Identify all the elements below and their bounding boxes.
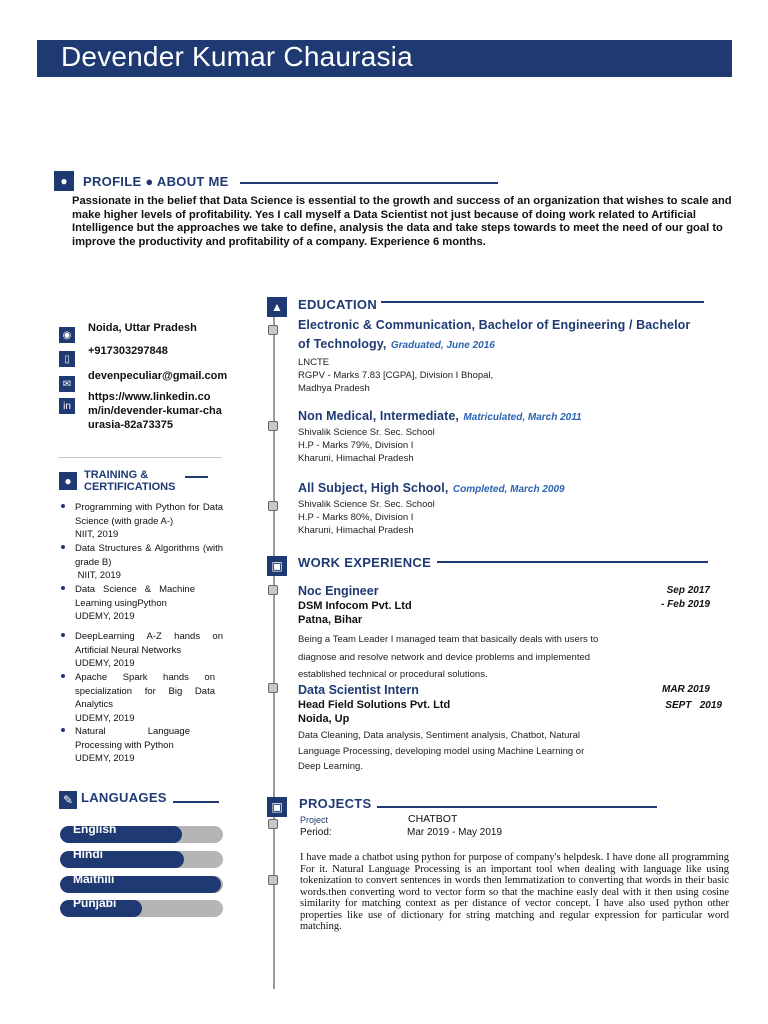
- bullet-icon: [61, 633, 65, 637]
- job-desc-line: Data Cleaning, Data analysis, Sentiment analysis, Chatbot, Natural: [298, 730, 580, 741]
- job-desc-line: Deep Learning.: [298, 761, 363, 772]
- cert-org: NIIT, 2019: [75, 529, 119, 541]
- language-icon: ✎: [59, 791, 77, 809]
- bullet-icon: [61, 545, 65, 549]
- education-details: [298, 426, 718, 465]
- job-date-end: - Feb 2019: [661, 599, 710, 610]
- job-location: Patna, Bihar: [298, 614, 363, 626]
- timeline-node: [268, 325, 278, 335]
- languages-divider: [173, 801, 219, 803]
- folder-icon: ▣: [267, 797, 287, 817]
- education-item: [298, 318, 718, 395]
- education-detail: RGPV - Marks 7.83 [CGPA], Division I Bhopal,: [298, 370, 494, 381]
- projects-title: PROJECTS: [299, 796, 372, 811]
- language-name: Maithili: [73, 872, 115, 886]
- education-detail: Shivalik Science Sr. Sec. School: [298, 499, 435, 510]
- training-title: [84, 469, 175, 493]
- education-degree-cont: of Technology,: [298, 337, 387, 351]
- job-description: [298, 728, 718, 775]
- job-desc-line: Language Processing, developing model using Machine Learning or: [298, 745, 585, 757]
- education-degree: All Subject, High School,: [298, 481, 449, 495]
- profile-divider: [240, 182, 498, 184]
- cert-item: [75, 501, 223, 542]
- job-desc-line: established technical or procedural solutions.: [298, 669, 488, 680]
- job-description: [298, 631, 718, 684]
- education-detail: H.P - Marks 80%, Division I: [298, 512, 414, 523]
- period-label: Period:: [300, 827, 332, 838]
- cert-org: UDEMY, 2019: [75, 658, 135, 670]
- education-heading: [298, 479, 718, 497]
- contact-email[interactable]: devenpeculiar@gmail.com: [88, 370, 228, 382]
- job-role: Data Scientist Intern: [298, 683, 419, 697]
- cert-org: UDEMY, 2019: [75, 611, 135, 623]
- languages-title: LANGUAGES: [81, 790, 167, 805]
- job-date-start: MAR 2019: [662, 684, 710, 695]
- profile-title: PROFILE ● ABOUT ME: [83, 174, 229, 189]
- cert-item: [75, 725, 223, 766]
- timeline-line: [273, 314, 275, 989]
- mail-icon: ✉: [59, 376, 75, 392]
- name-header: [37, 40, 732, 77]
- education-date: Graduated, June 2016: [390, 340, 495, 351]
- period-value: Mar 2019 - May 2019: [407, 827, 503, 838]
- location-pin-icon: ◉: [59, 327, 75, 343]
- linkedin-icon: in: [59, 398, 75, 414]
- education-degree-line2: [298, 335, 718, 353]
- phone-icon: ▯: [59, 351, 75, 367]
- job-item: [298, 683, 718, 775]
- timeline-node: [268, 585, 278, 595]
- education-date: Matriculated, March 2011: [463, 412, 582, 423]
- cert-item: [75, 671, 223, 726]
- work-divider: [437, 561, 708, 563]
- cert-text: Natural Language Processing with Python: [75, 726, 190, 751]
- cert-org: UDEMY, 2019: [75, 713, 135, 725]
- job-company: DSM Infocom Pvt. Ltd: [298, 600, 412, 612]
- projects-divider: [377, 806, 657, 808]
- timeline-node: [268, 501, 278, 511]
- cert-text: Data Science & Machine Learning usingPython: [75, 584, 195, 609]
- candidate-name: Devender Kumar Chaurasia: [61, 41, 413, 72]
- education-details: [298, 356, 718, 395]
- cert-text: Data Structures & Algorithms (with grade B): [75, 543, 223, 568]
- cert-text: Apache Spark hands on specialization for Big Data Analytics: [75, 672, 215, 711]
- training-divider: [185, 476, 208, 478]
- education-degree: Non Medical, Intermediate,: [298, 409, 459, 423]
- contact-phone[interactable]: +917303297848: [88, 345, 168, 357]
- education-detail: Kharuni, Himachal Pradesh: [298, 525, 414, 536]
- job-location: Noida, Up: [298, 713, 350, 725]
- education-detail: Madhya Pradesh: [298, 383, 370, 394]
- job-date-end: SEPT 2019: [665, 700, 722, 711]
- briefcase-icon: ▣: [267, 556, 287, 576]
- graduation-cap-icon: ▲: [267, 297, 287, 317]
- education-detail: Kharuni, Himachal Pradesh: [298, 453, 414, 464]
- timeline-node: [268, 875, 278, 885]
- education-degree: Electronic & Communication, Bachelor of Engineering / Bachelor: [298, 318, 691, 332]
- job-date-start: Sep 2017: [666, 585, 710, 596]
- education-detail: LNCTE: [298, 357, 330, 368]
- cert-org: NIIT, 2019: [75, 570, 121, 582]
- education-details: [298, 498, 718, 537]
- education-divider: [381, 301, 704, 303]
- cert-item: [75, 583, 223, 624]
- education-title: EDUCATION: [298, 297, 378, 312]
- timeline-node: [268, 819, 278, 829]
- profile-text: Passionate in the belief that Data Science is essential to the growth and success of an organization that wishes to scale and make higher levels of profitability. Yes I call myself a Data Scientist not just because of doing work related to Artificial Intelligence but the approaches we take to define, analysis the data and take steps towards to meet the need of our goal to improve the productivity and profitability of a company. Experience 6 months.: [72, 195, 732, 248]
- timeline-node: [268, 421, 278, 431]
- language-name: Hindi: [73, 847, 103, 861]
- language-name: Punjabi: [73, 896, 117, 910]
- education-item: [298, 479, 718, 537]
- cert-text: DeepLearning A-Z hands on Artificial Neural Networks: [75, 631, 223, 656]
- apple-icon: ●: [59, 472, 77, 490]
- language-name: English: [73, 822, 117, 836]
- education-date: Completed, March 2009: [452, 484, 565, 495]
- education-heading: [298, 407, 718, 425]
- work-title: WORK EXPERIENCE: [298, 555, 432, 570]
- education-detail: H.P - Marks 79%, Division I: [298, 440, 414, 451]
- project-label: Project: [300, 815, 329, 825]
- bullet-icon: [61, 586, 65, 590]
- bullet-icon: [61, 728, 65, 732]
- project-description: I have made a chatbot using python for purpose of company's helpdesk. I have done all programming For it. Natural Language Processing is an important tool when dealing with language like using tokenization to convert sentences in words then lemmatization to converting that words in their basic words.then converting word to vector form so that the machine easly deal with it then using cosine similarity for matching context as per distance of vector concept. I have also used python other properties like use of dictionary for string matching and regular expression for particular word matching.: [300, 852, 729, 932]
- job-desc-line: diagnose and resolve network and device problems and implemented: [298, 651, 591, 663]
- job-company: Head Field Solutions Pvt. Ltd: [298, 699, 451, 711]
- cert-item: [75, 542, 223, 583]
- bullet-icon: [61, 504, 65, 508]
- lightbulb-icon: ●: [54, 171, 74, 191]
- timeline-node: [268, 683, 278, 693]
- contact-linkedin[interactable]: https://www.linkedin.com/in/devender-kumar-chaurasia-82a73375: [88, 391, 222, 431]
- training-title-line1: TRAINING &: [84, 469, 149, 481]
- contact-divider: [58, 457, 222, 458]
- job-role: Noc Engineer: [298, 584, 379, 598]
- contact-location: Noida, Uttar Pradesh: [88, 322, 197, 334]
- cert-text: Programming with Python for Data Science (with grade A-): [75, 502, 223, 527]
- training-title-line2: CERTIFICATIONS: [84, 481, 176, 493]
- project-name: CHATBOT: [408, 813, 458, 825]
- education-detail: Shivalik Science Sr. Sec. School: [298, 427, 435, 438]
- cert-item: [75, 630, 223, 671]
- bullet-icon: [61, 674, 65, 678]
- education-item: [298, 407, 718, 465]
- job-desc-line: Being a Team Leader I managed team that basically deals with users to: [298, 634, 599, 645]
- cert-org: UDEMY, 2019: [75, 753, 135, 765]
